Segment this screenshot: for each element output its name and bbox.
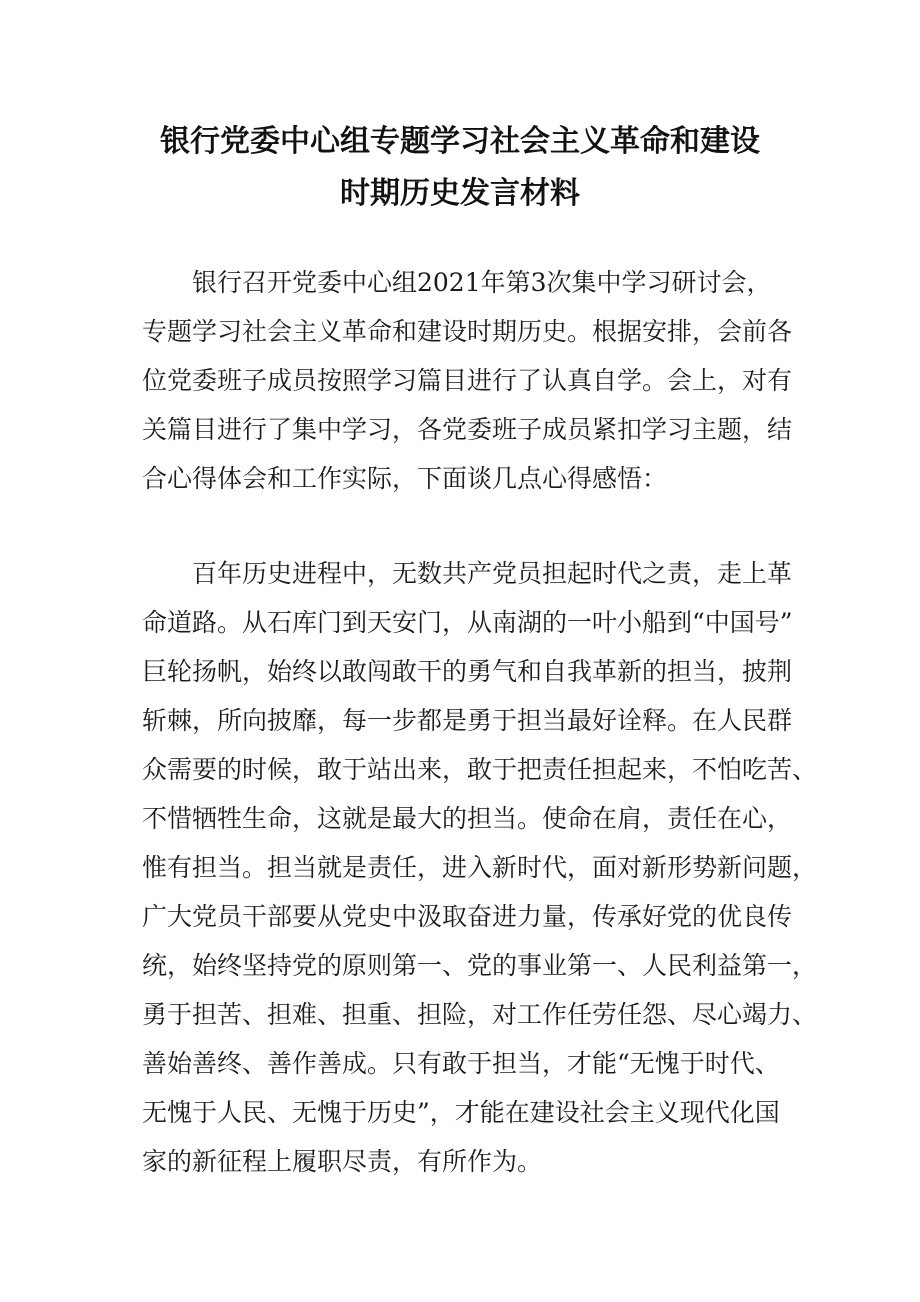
title-line-2: 时期历史发言材料 — [340, 176, 580, 211]
title-line-1: 银行党委中心组专题学习社会主义革命和建设 — [160, 124, 760, 159]
paragraph-line: 勇于担苦、担难、担重、担险，对工作任劳任怨、尽心竭力、 — [142, 1000, 818, 1029]
paragraph-line: 惟有担当。担当就是责任，进入新时代，面对新形势新问题， — [142, 853, 818, 882]
paragraph-line: 位党委班子成员按照学习篇目进行了认真自学。会上，对有 — [142, 366, 793, 395]
document-title — [100, 116, 820, 220]
paragraph-line: 专题学习社会主义革命和建设时期历史。根据安排，会前各 — [142, 317, 793, 346]
paragraph-line: 不惜牺牲生命，这就是最大的担当。使命在肩，责任在心， — [142, 804, 793, 833]
paragraph-line: 众需要的时候，敢于站出来，敢于把责任担起来，不怕吃苦、 — [142, 755, 818, 784]
paragraph-intro — [142, 258, 792, 503]
paragraph-line: 命道路。从石库门到天安门，从南湖的一叶小船到“中国号” — [142, 608, 793, 637]
paragraph-line: 家的新征程上履职尽责，有所作为。 — [142, 1147, 543, 1176]
paragraph-line: 巨轮扬帆，始终以敢闯敢干的勇气和自我革新的担当，披荆 — [142, 657, 793, 686]
paragraph-line: 斩棘，所向披靡，每一步都是勇于担当最好诠释。在人民群 — [142, 706, 793, 735]
paragraph-line: 善始善终、善作善成。只有敢于担当，才能“无愧于时代、 — [142, 1049, 780, 1078]
paragraph-line: 统，始终坚持党的原则第一、党的事业第一、人民利益第一， — [142, 951, 818, 980]
paragraph-line: 关篇目进行了集中学习，各党委班子成员紧扣学习主题，结 — [142, 415, 793, 444]
paragraph-line: 银行召开党委中心组2021年第3次集中学习研讨会， — [192, 268, 772, 297]
paragraph-body — [142, 549, 818, 1186]
paragraph-line: 无愧于人民、无愧于历史”，才能在建设社会主义现代化国 — [142, 1098, 780, 1127]
paragraph-line: 百年历史进程中，无数共产党员担起时代之责，走上革 — [192, 559, 793, 588]
paragraph-line: 广大党员干部要从党史中汲取奋进力量，传承好党的优良传 — [142, 902, 793, 931]
paragraph-line: 合心得体会和工作实际，下面谈几点心得感悟： — [142, 464, 668, 493]
